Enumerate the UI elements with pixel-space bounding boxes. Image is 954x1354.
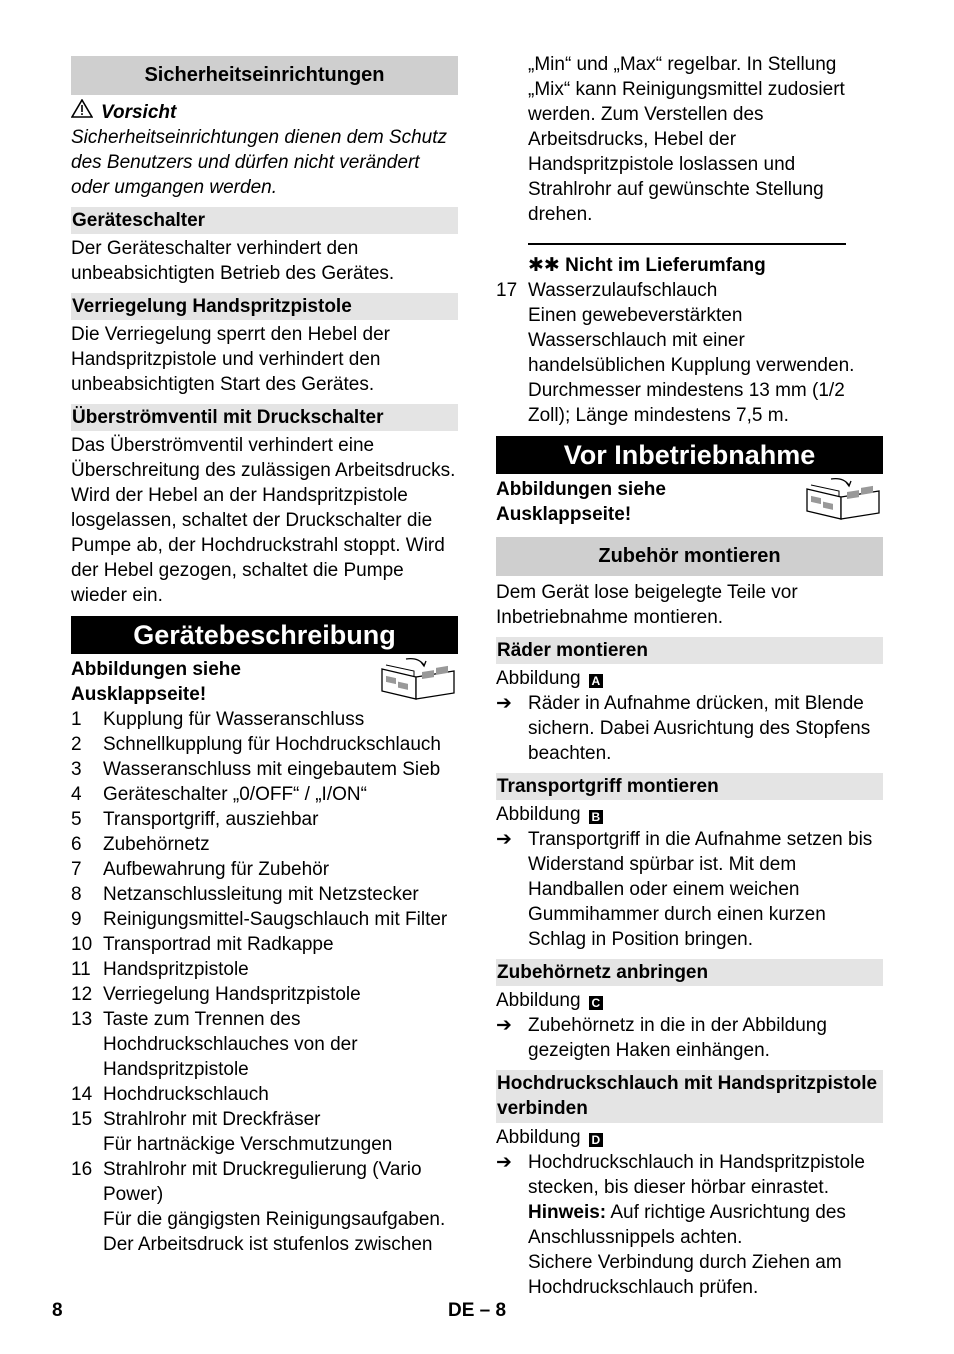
switch-heading: Geräteschalter <box>71 207 458 234</box>
valve-text: Das Überströmventil verhindert eine Überschreitung des zulässigen Arbeitsdrucks. Wird der Hebel an der Handspritzpistole losgelassen, schaltet der Druckschalter die Pumpe ab, der Hochdruckstrahl stoppt. Wird der Hebel gezogen, schaltet die Pumpe wieder ein. <box>71 435 456 606</box>
component-list-17 <box>496 278 883 303</box>
accessory-heading: Zubehör montieren <box>496 537 883 576</box>
list-item-number: 2 <box>71 734 82 755</box>
list-item <box>71 857 458 882</box>
list-item <box>71 957 458 982</box>
list-item-number: 10 <box>71 934 93 955</box>
list-item <box>71 807 458 832</box>
list-item-text: Reinigungsmittel-Saugschlauch mit Filter <box>103 909 448 930</box>
divider <box>528 243 846 245</box>
step-text <box>528 1150 883 1300</box>
figures-note-row <box>496 477 883 527</box>
list-item-number: 7 <box>71 859 82 880</box>
list-item-text: Hochdruckschlauch <box>103 1084 269 1105</box>
wheels-heading: Räder montieren <box>496 637 883 664</box>
figure-word: Abbildung <box>496 668 581 689</box>
list-item-number: 6 <box>71 834 82 855</box>
list-item-number: 16 <box>71 1159 93 1180</box>
not-included-label: Nicht im Lieferumfang <box>565 255 766 276</box>
hose-step-text: Hochdruckschlauch in Handspritzpistole stecken, bis dieser hörbar einrastet. <box>528 1152 865 1198</box>
step <box>496 691 883 766</box>
list-item <box>496 278 883 303</box>
item15-note: Für hartnäckige Verschmutzungen <box>103 1134 393 1155</box>
left-column <box>71 56 458 1257</box>
page-number: 8 <box>52 1300 63 1321</box>
right-column <box>496 52 883 1300</box>
switch-text: Der Geräteschalter verhindert den unbeabsichtigten Betrieb des Gerätes. <box>71 238 395 284</box>
caution-text: Sicherheitseinrichtungen dienen dem Schutz des Benutzers und dürfen nicht verändert oder umgangen werden. <box>71 127 448 198</box>
list-item-text: Wasserzulaufschlauch <box>528 280 718 301</box>
list-item-text: Kupplung für Wasseranschluss <box>103 709 365 730</box>
caution-line <box>71 99 458 125</box>
list-item-text: Zubehörnetz <box>103 834 210 855</box>
list-item <box>71 832 458 857</box>
list-item-number: 8 <box>71 884 82 905</box>
list-item <box>71 907 458 932</box>
figure-ref <box>496 802 883 827</box>
figure-ref <box>496 1125 883 1150</box>
list-item <box>71 1107 458 1132</box>
list-item-number: 4 <box>71 784 82 805</box>
figure-ref <box>496 666 883 691</box>
list-item-text: Aufbewahrung für Zubehör <box>103 859 330 880</box>
list-item <box>71 1157 458 1207</box>
list-item-text: Transportrad mit Radkappe <box>103 934 334 955</box>
arrow-right-icon: ➔ <box>496 693 512 714</box>
safety-heading: Sicherheitseinrichtungen <box>71 56 458 95</box>
figure-word: Abbildung <box>496 990 581 1011</box>
list-item <box>71 707 458 732</box>
figure-c-icon: C <box>589 996 603 1010</box>
figure-a-icon: A <box>589 674 603 688</box>
net-heading: Zubehörnetz anbringen <box>496 959 883 986</box>
list-item <box>71 757 458 782</box>
continued-text: „Min“ und „Max“ regelbar. In Stellung „Mix“ kann Reinigungsmittel zudosiert werden. Zum Verstellen des Arbeitsdrucks, Hebel der Handspritzpistole loslassen und Strahlrohr auf gewünschte Stellung drehen. <box>528 54 845 225</box>
figure-d-icon: D <box>589 1133 603 1147</box>
list-item <box>71 982 458 1007</box>
list-item-number: 13 <box>71 1009 93 1030</box>
list-item <box>71 782 458 807</box>
lock-text: Die Verriegelung sperrt den Hebel der Handspritzpistole und verhindert den unbeabsichtigten Start des Gerätes. <box>71 324 390 395</box>
accessory-text: Dem Gerät lose beigelegte Teile vor Inbetriebnahme montieren. <box>496 582 798 628</box>
item17-text: Einen gewebeverstärkten Wasserschlauch mit einer handelsüblichen Kupplung verwenden. Durchmesser mindestens 13 mm (1/2 Zoll); Länge mindestens 7,5 m. <box>528 305 855 426</box>
list-item-text: Schnellkupplung für Hochdruckschlauch <box>103 734 441 755</box>
valve-heading: Überströmventil mit Druckschalter <box>71 404 458 431</box>
step-text: Räder in Aufnahme drücken, mit Blende sichern. Dabei Ausrichtung des Stopfens beachten. <box>528 693 871 764</box>
arrow-right-icon: ➔ <box>496 1015 512 1036</box>
list-item-number: 3 <box>71 759 82 780</box>
list-item <box>71 882 458 907</box>
list-item-number: 9 <box>71 909 82 930</box>
step <box>496 1013 883 1063</box>
hint-label: Hinweis: <box>528 1202 607 1223</box>
figure-b-icon: B <box>589 810 603 824</box>
list-item <box>71 732 458 757</box>
list-item-text: Netzanschlussleitung mit Netzstecker <box>103 884 419 905</box>
list-item-number: 17 <box>496 280 518 301</box>
list-item-text: Transportgriff, ausziehbar <box>103 809 319 830</box>
step <box>496 1150 883 1300</box>
list-item-text: Handspritzpistole <box>103 959 249 980</box>
figure-ref <box>496 988 883 1013</box>
list-item-text: Verriegelung Handspritzpistole <box>103 984 361 1005</box>
step-text: Transportgriff in die Aufnahme setzen bis Widerstand spürbar ist. Mit dem Handballen oder einem weichen Gummihammer durch einen kurzen Schlag in Position bringen. <box>528 829 873 950</box>
handle-heading: Transportgriff montieren <box>496 773 883 800</box>
list-item-text: Strahlrohr mit Druckregulierung (Vario Power) <box>103 1159 422 1205</box>
list-item-text: Taste zum Trennen des Hochdruckschlauches von der Handspritzpistole <box>103 1009 358 1080</box>
list-item-number: 1 <box>71 709 82 730</box>
asterisk-icon: ✱✱ <box>528 255 560 276</box>
component-list <box>71 707 458 1132</box>
hint-text: Auf richtige Ausrichtung des Anschlussnippels achten. <box>528 1202 846 1248</box>
not-included-line <box>496 253 883 278</box>
figure-word: Abbildung <box>496 804 581 825</box>
list-item-number: 5 <box>71 809 82 830</box>
fold-out-page-icon <box>378 657 458 701</box>
list-item-text: Strahlrohr mit Dreckfräser <box>103 1109 321 1130</box>
list-item-text: Wasseranschluss mit eingebautem Sieb <box>103 759 441 780</box>
figures-note: Abbildungen siehe Ausklappseite! <box>496 479 666 525</box>
description-heading: Gerätebeschreibung <box>71 616 458 654</box>
step-text: Zubehörnetz in die in der Abbildung gezeigten Haken einhängen. <box>528 1015 827 1061</box>
component-list-16 <box>71 1157 458 1207</box>
list-item <box>71 1007 458 1082</box>
arrow-right-icon: ➔ <box>496 829 512 850</box>
check-text: Sichere Verbindung durch Ziehen am Hochdruckschlauch prüfen. <box>528 1252 842 1298</box>
figures-note-row <box>71 657 458 707</box>
hose-heading: Hochdruckschlauch mit Handspritzpistole verbinden <box>496 1070 883 1123</box>
list-item-number: 15 <box>71 1109 93 1130</box>
list-item-number: 11 <box>71 959 91 980</box>
step <box>496 827 883 952</box>
caution-label: Vorsicht <box>101 101 177 123</box>
figures-note: Abbildungen siehe Ausklappseite! <box>71 659 241 705</box>
fold-out-page-icon <box>803 477 883 521</box>
lock-heading: Verriegelung Handspritzpistole <box>71 293 458 320</box>
warning-triangle-icon <box>71 99 93 125</box>
page-label: DE – 8 <box>448 1300 507 1321</box>
list-item <box>71 932 458 957</box>
list-item-text: Geräteschalter „0/OFF“ / „I/ON“ <box>103 784 367 805</box>
list-item-number: 14 <box>71 1084 93 1105</box>
arrow-right-icon: ➔ <box>496 1152 512 1173</box>
figure-word: Abbildung <box>496 1127 581 1148</box>
list-item-number: 12 <box>71 984 93 1005</box>
before-heading: Vor Inbetriebnahme <box>496 436 883 474</box>
list-item <box>71 1082 458 1107</box>
item16-note: Für die gängigsten Reinigungsaufgaben. Der Arbeitsdruck ist stufenlos zwischen <box>103 1209 446 1255</box>
